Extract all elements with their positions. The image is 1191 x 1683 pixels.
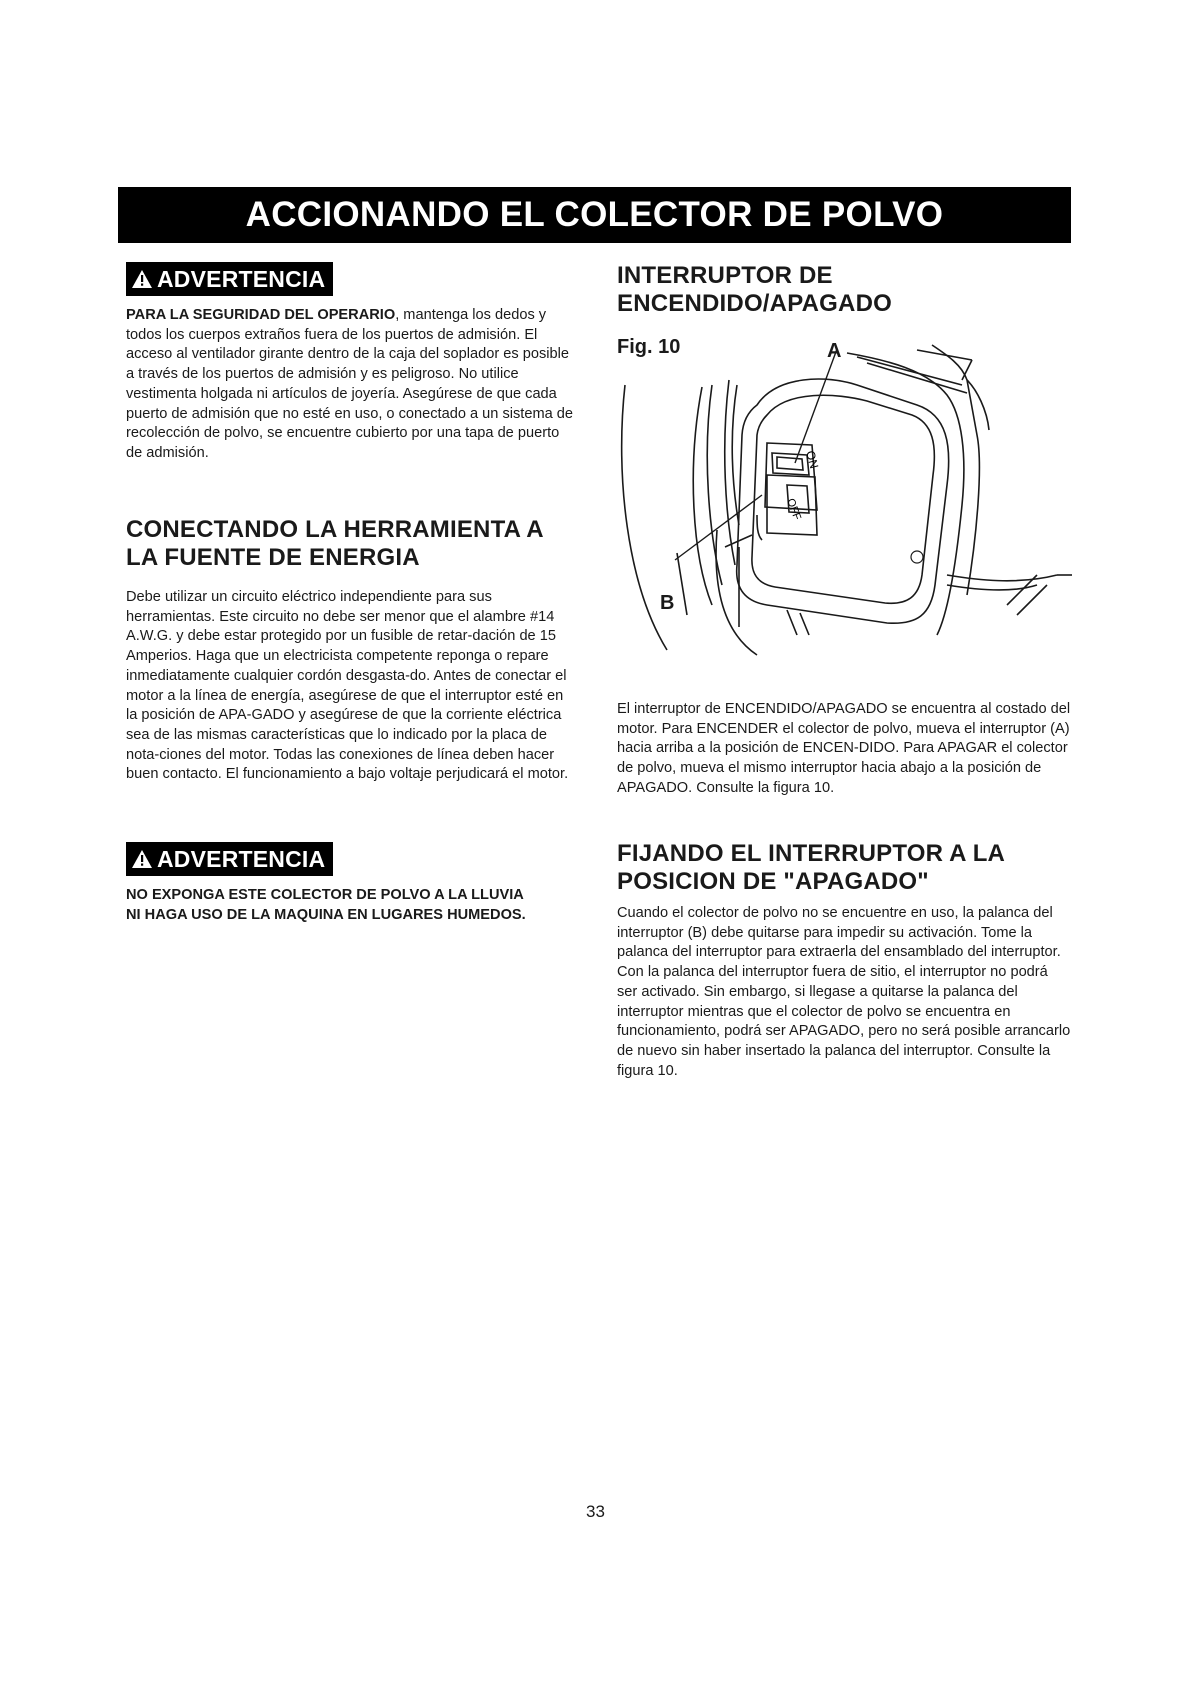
- figure-label: Fig. 10: [617, 336, 681, 358]
- section-switch-heading: [617, 262, 1072, 318]
- warning-lead: PARA LA SEGURIDAD DEL OPERARIO: [126, 307, 396, 323]
- switch-off-label: OFF: [784, 496, 803, 522]
- certification-mark-icon: [911, 551, 923, 563]
- section-heading: [126, 516, 576, 572]
- warning-block-1: [126, 262, 576, 464]
- section-heading-line-1: FIJANDO EL INTERRUPTOR A LA: [617, 840, 1006, 867]
- section-body: El interruptor de ENCENDIDO/APAGADO se encuentra al costado del motor. Para ENCENDER el colector de polvo, mueva el interruptor (A) hacia arriba a la posición de ENCEN-DIDO. Para APAGAR el colector de polvo, mueva el mismo interruptor hacia abajo a la posición de APAGADO. Consulte la figura 10.: [617, 701, 1071, 796]
- warning-line-1: NO EXPONGA ESTE COLECTOR DE POLVO A LA LLUVIA: [126, 887, 524, 903]
- switch-on-label: ON: [803, 449, 822, 471]
- switch-illustration: [617, 335, 1072, 680]
- warning-badge: [126, 262, 333, 296]
- section-heading: [617, 262, 1072, 318]
- warning-badge: [126, 842, 333, 876]
- warning-block-2: [126, 842, 576, 925]
- warning-badge-label: ADVERTENCIA: [157, 845, 326, 872]
- section-body: Debe utilizar un circuito eléctrico independiente para sus herramientas. Este circuito no debe ser menor que el alambre #14 A.W.G. y debe estar protegido por un fusible de retar-dación de 15 Amperios. Haga que un electricista competente reponga o repare inmediatamente cualquier cordón desgasta-do. Antes de conectar el motor a la línea de energía, asegúrese de que el interruptor esté en la posición de APA-GADO y asegúrese de que la corriente eléctrica sea de las mismas características que lo indicado por la placa de nota-ciones del motor. Todas las conexiones de línea deben hacer buen contacto. El funcionamiento a bajo voltaje perjudicará el motor.: [126, 589, 569, 783]
- page-number: 33: [586, 1502, 605, 1521]
- section-body: Cuando el colector de polvo no se encuentre en uso, la palanca del interruptor (B) debe quitarse para impedir su activación. Tome la palanca del interruptor para extraerla del ensamblado del interruptor. Con la palanca del interruptor fuera de sitio, el interruptor no podrá ser activado. Sin embargo, si llegase a quitarse la palanca del interruptor mientras que el colector de polvo se encuentra en funcionamiento, podrá ser APAGADO, pero no será posible arrancarlo de nuevo sin haber insertado la palanca del interruptor. Consulte la figura 10.: [617, 905, 1071, 1079]
- warning-body: , mantenga los dedos y todos los cuerpos extraños fuera de los puertos de admisión. El acceso al ventilador girante dentro de la caja del soplador es posible a través de los puertos de admisión y es peligroso. No utilice vestimenta holgada ni artículos de joyería. Asegúrese de que cada puerto de admisión que no esté en uso, o conectado a un sistema de recolección de polvo, se encuentre cubierto por una tapa de puerto de admisión.: [126, 307, 574, 461]
- section-heading-line-1: INTERRUPTOR DE: [617, 262, 833, 289]
- section-heading: [617, 840, 1072, 896]
- warning-text: [126, 306, 576, 464]
- section-heading-line-2: POSICION DE "APAGADO": [617, 868, 929, 895]
- callout-b: B: [660, 592, 675, 614]
- warning-triangle-icon: [131, 849, 153, 869]
- callout-a: A: [827, 340, 842, 362]
- section-locking-off: [617, 840, 1072, 1081]
- section-connecting-power: [126, 516, 576, 785]
- section-heading-line-2: ENCENDIDO/APAGADO: [617, 290, 892, 317]
- section-heading-line-2: LA FUENTE DE ENERGIA: [126, 544, 420, 571]
- warning-triangle-icon: [131, 269, 153, 289]
- page-banner: ACCIONANDO EL COLECTOR DE POLVO: [118, 187, 1071, 243]
- warning-badge-label: ADVERTENCIA: [157, 265, 326, 292]
- section-switch-body: [617, 700, 1072, 799]
- section-heading-line-1: CONECTANDO LA HERRAMIENTA A: [126, 516, 544, 543]
- warning-line-2: NI HAGA USO DE LA MAQUINA EN LUGARES HUMEDOS.: [126, 906, 526, 923]
